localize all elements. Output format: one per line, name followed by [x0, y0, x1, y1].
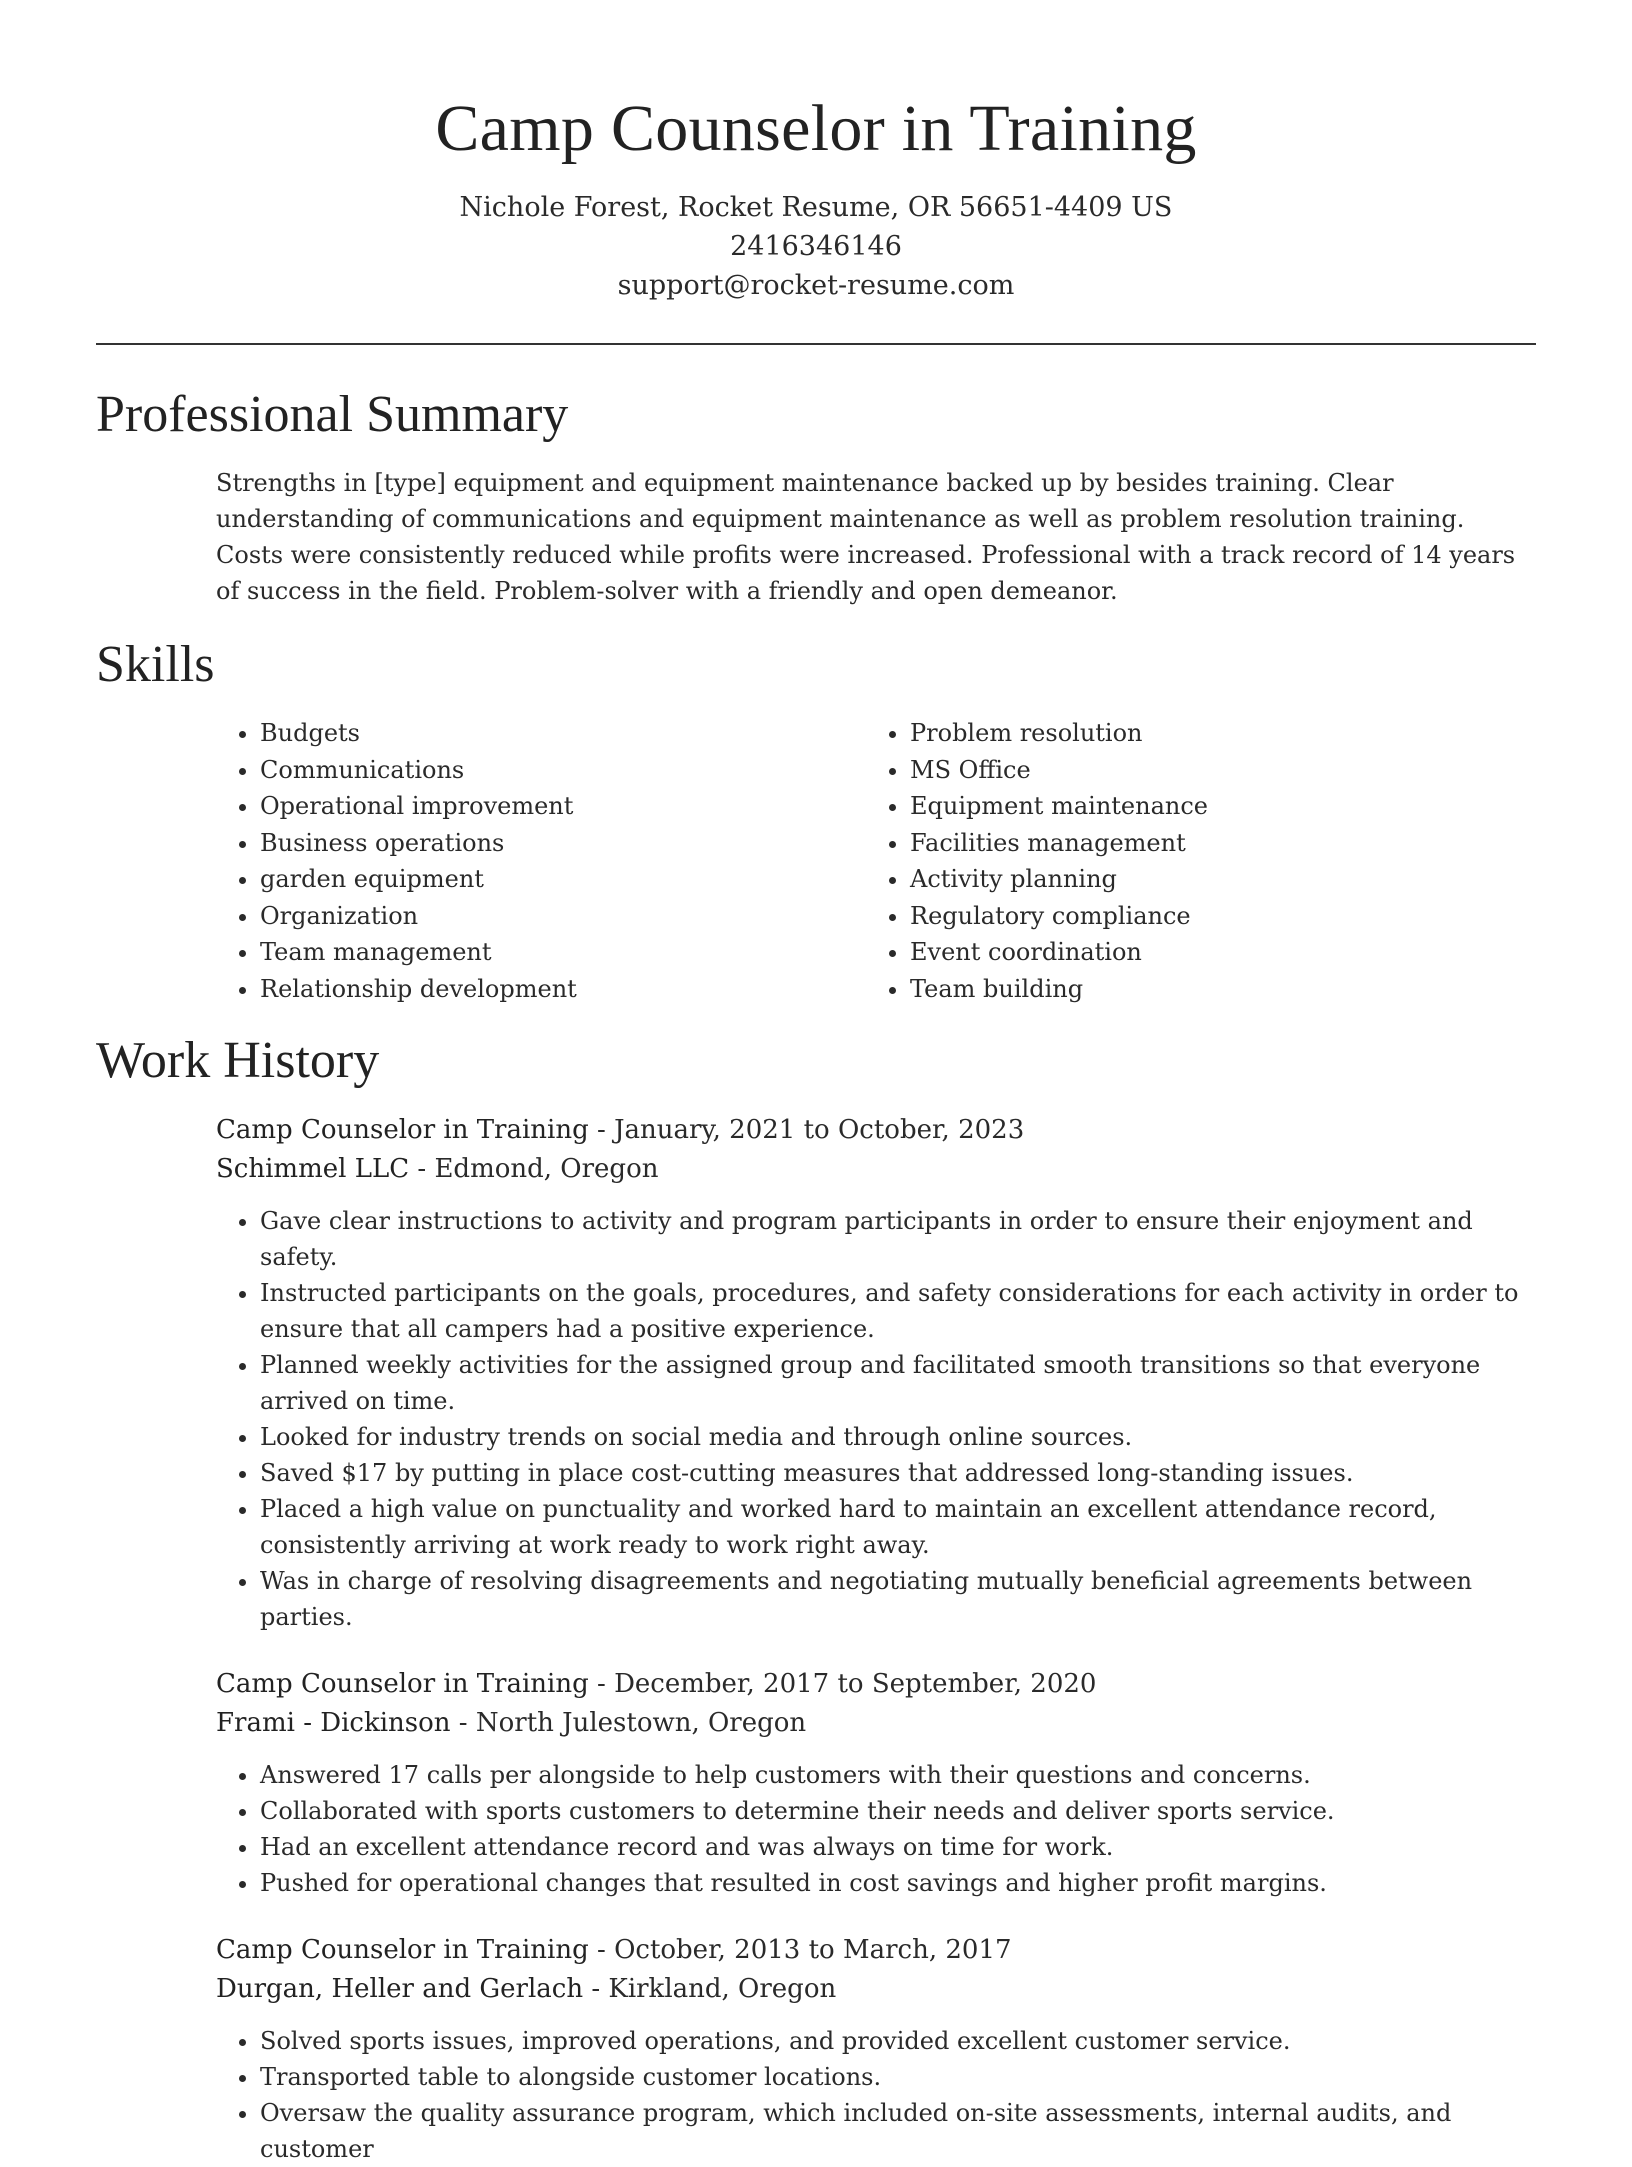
job-company: Frami - Dickinson	[216, 1708, 451, 1738]
job-dates: - January, 2021 to October, 2023	[588, 1115, 1025, 1145]
job-bullet: • Was in charge of resolving disagreements and negotiating mutually beneficial agreements between parties.	[260, 1563, 1536, 1635]
address-line: Nichole Forest, Rocket Resume, OR 56651-4409 US	[459, 192, 1173, 223]
resume-header	[96, 0, 1536, 305]
skill-item: • Event coordination	[910, 934, 1516, 971]
job-bullet: • Transported table to alongside customer locations.	[260, 2059, 1536, 2095]
job-company-line	[216, 1970, 1536, 2009]
skill-item: • Equipment maintenance	[910, 788, 1516, 825]
skill-item: • Budgets	[260, 715, 866, 752]
job-bullet: • Answered 17 calls per alongside to help customers with their questions and concerns.	[260, 1757, 1536, 1793]
header-divider	[96, 343, 1536, 345]
contact-info	[96, 188, 1536, 305]
work-history-heading: Work History	[96, 1032, 380, 1089]
job-entry	[96, 1931, 1536, 2167]
skills-column-right	[866, 715, 1516, 1007]
job-company: Durgan, Heller and Gerlach	[216, 1974, 584, 2004]
job-bullet: • Gave clear instructions to activity and program participants in order to ensure their enjoyment and safety.	[260, 1203, 1536, 1275]
job-entry	[96, 1665, 1536, 1901]
job-company: Schimmel LLC	[216, 1154, 410, 1184]
phone-line: 2416346146	[730, 231, 902, 262]
job-company-line	[216, 1704, 1536, 1743]
job-location: - North Julestown, Oregon	[450, 1708, 807, 1738]
job-entry	[96, 1111, 1536, 1635]
skill-item: • Communications	[260, 752, 866, 789]
skill-item: • Problem resolution	[910, 715, 1516, 752]
job-bullets	[216, 2023, 1536, 2167]
job-bullet: • Placed a high value on punctuality and worked hard to maintain an excellent attendance record, consistently arriving at work ready to work right away.	[260, 1491, 1536, 1563]
job-title-line	[216, 1111, 1536, 1150]
skill-item: • garden equipment	[260, 861, 866, 898]
email-line: support@rocket-resume.com	[617, 270, 1015, 301]
candidate-title: Camp Counselor in Training	[435, 92, 1197, 165]
job-title-line	[216, 1665, 1536, 1704]
skill-item: • Activity planning	[910, 861, 1516, 898]
job-dates: - December, 2017 to September, 2020	[588, 1669, 1097, 1699]
job-bullet: • Pushed for operational changes that resulted in cost savings and higher profit margins.	[260, 1865, 1536, 1901]
job-dates: - October, 2013 to March, 2017	[588, 1935, 1012, 1965]
skill-item: • Operational improvement	[260, 788, 866, 825]
job-bullets	[216, 1203, 1536, 1635]
job-role: Camp Counselor in Training	[216, 1935, 589, 1965]
summary-text: Strengths in [type] equipment and equipment maintenance backed up by besides training. Clear understanding of communications and equipment maintenance as well as problem resolution training. Costs were consistently reduced while profits were increased. Professional with a track record of 14 years of success in the field. Problem-solver with a friendly and open demeanor.	[216, 469, 1516, 605]
job-company-line	[216, 1150, 1536, 1189]
job-bullet: • Looked for industry trends on social media and through online sources.	[260, 1419, 1536, 1455]
skills-column-left	[216, 715, 866, 1007]
job-bullet: • Collaborated with sports customers to determine their needs and deliver sports service.	[260, 1793, 1536, 1829]
job-location: - Edmond, Oregon	[409, 1154, 659, 1184]
skills-heading: Skills	[96, 636, 215, 693]
skill-item: • Business operations	[260, 825, 866, 862]
job-bullets	[216, 1757, 1536, 1901]
skill-item: • Relationship development	[260, 971, 866, 1008]
skills-section	[96, 633, 1536, 1007]
skill-item: • Facilities management	[910, 825, 1516, 862]
job-title-line	[216, 1931, 1536, 1970]
job-bullet: • Planned weekly activities for the assigned group and facilitated smooth transitions so that everyone arrived on time.	[260, 1347, 1536, 1419]
skill-item: • Regulatory compliance	[910, 898, 1516, 935]
job-bullet: • Solved sports issues, improved operations, and provided excellent customer service.	[260, 2023, 1536, 2059]
summary-heading: Professional Summary	[96, 386, 569, 443]
summary-section	[96, 383, 1536, 609]
job-bullet: • Saved $17 by putting in place cost-cutting measures that addressed long-standing issues.	[260, 1455, 1536, 1491]
skill-item: • Organization	[260, 898, 866, 935]
job-role: Camp Counselor in Training	[216, 1115, 589, 1145]
work-history-section	[96, 1029, 1536, 2167]
skill-item: • Team management	[260, 934, 866, 971]
job-bullet: • Instructed participants on the goals, procedures, and safety considerations for each activity in order to ensure that all campers had a positive experience.	[260, 1275, 1536, 1347]
job-bullet: • Oversaw the quality assurance program, which included on-site assessments, internal audits, and customer	[260, 2095, 1536, 2167]
skill-item: • Team building	[910, 971, 1516, 1008]
job-location: - Kirkland, Oregon	[583, 1974, 837, 2004]
skills-grid	[96, 715, 1536, 1007]
skill-item: • MS Office	[910, 752, 1516, 789]
job-bullet: • Had an excellent attendance record and was always on time for work.	[260, 1829, 1536, 1865]
job-role: Camp Counselor in Training	[216, 1669, 589, 1699]
